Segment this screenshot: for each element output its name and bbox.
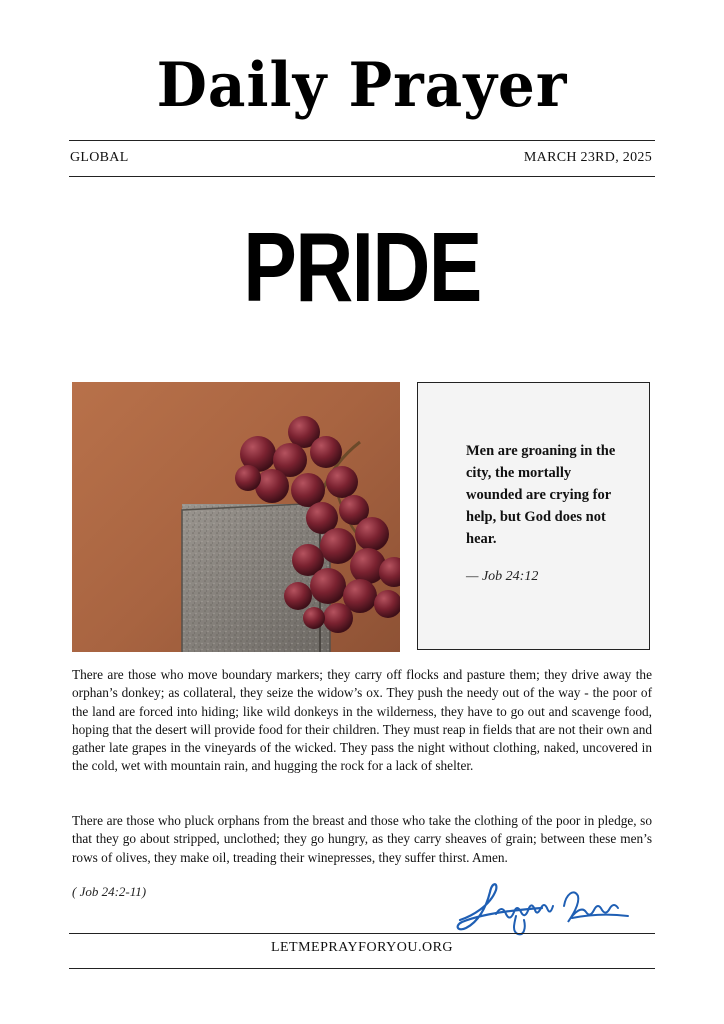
headline: PRIDE [243,212,481,322]
footer-bottom-rule [69,968,655,969]
quote-reference: — Job 24:12 [466,569,539,584]
grapes-photo [72,382,400,652]
quote-box [417,382,650,650]
quote-text: Men are groaning in the city, the mortally wounded are crying for help, but God does not hear. [466,443,616,547]
grapes-illustration [72,382,400,652]
date-label: MARCH 23RD, 2025 [523,150,652,165]
footer-website[interactable]: LETMEPRAYFORYOU.ORG [270,940,454,955]
signature-image [452,876,632,938]
body-paragraph-2: There are those who pluck orphans from the breast and those who take the clothing of the poor in pledge, so that they go about stripped, unclothed; they go hungry, as they carry sheaves of grain; between these men’s rows of olives, they make oil, treading their winepresses, they suffer thirst. Amen. [72,813,652,865]
body-paragraph-1: There are those who move boundary markers; they carry off flocks and pasture them; they drive away the orphan’s donkey; as collateral, they seize the widow’s ox. They push the needy out of the way - the poor of the land are forced into hiding; like wild donkeys in the wilderness, they have to go out and scavenge food, hoping that the desert will provide food for their children. They must reap in fields that are not their own and gather late grapes in the vineyards of the wicked. They pass the night without clothing, naked, uncovered in the cold, wet with mountain rain, and hugging the rock for a lack of shelter. [72,667,652,774]
meta-rule [69,176,655,177]
footer-top-rule [69,933,655,934]
masthead-title: Daily Prayer [156,49,568,121]
region-label: GLOBAL [70,150,129,165]
scripture-citation: ( Job 24:2-11) [72,884,147,899]
top-rule [69,140,655,141]
